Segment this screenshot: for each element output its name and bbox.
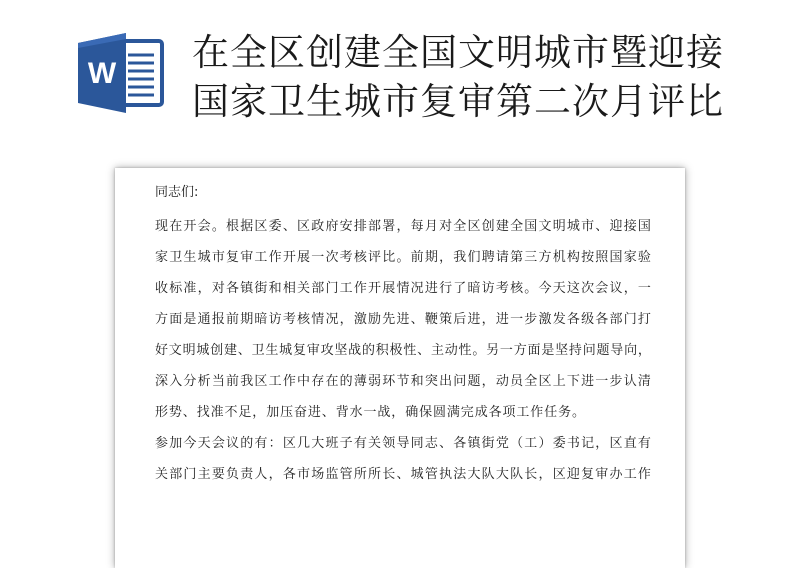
paragraph-line: 收 标 准 ， 对 各 镇 街 和 相 关 部 门 工 作 开 展 情 况 进 行 了 暗 访 考 核 。 今 天 这 次 会 议 ， 一 [155, 281, 651, 296]
greeting: 同志们: [155, 185, 199, 200]
document-body [155, 184, 651, 497]
header [0, 0, 800, 150]
paragraph-line: 深 入 分 析 当 前 我 区 工 作 中 存 在 的 薄 弱 环 节 和 突 出 问 题 ， 动 员 全 区 上 下 进 一 步 认 清 [155, 374, 651, 389]
title-line-1: 在全区创建全国文明城市暨迎接 [192, 31, 724, 74]
paragraph-line: 形势、找准不足，加压奋进、背水一战，确保圆满完成各项工作任务。 [155, 405, 586, 420]
paragraph-line: 参 加 今 天 会 议 的 有 ： 区 几 大 班 子 有 关 领 导 同 志 、 各 镇 街 党 （ 工 ） 委 书 记 ， 区 直 有 [155, 436, 651, 451]
title-line-2: 国家卫生城市复审第二次月评比 [192, 80, 724, 123]
paragraph-line: 现 在 开 会 。 根 据 区 委 、 区 政 府 安 排 部 署 ， 每 月 对 全 区 创 建 全 国 文 明 城 市 、 迎 接 国 [155, 219, 651, 234]
word-icon-letter: W [87, 57, 117, 90]
page-title [192, 28, 772, 126]
word-document-icon [78, 33, 166, 113]
document-page [115, 168, 685, 568]
paragraph-line: 关 部 门 主 要 负 责 人 ， 各 市 场 监 管 所 所 长 、 城 管 执 法 大 队 大 队 长 ， 区 迎 复 审 办 工 作 [155, 467, 651, 482]
paragraph-line: 家 卫 生 城 市 复 审 工 作 开 展 一 次 考 核 评 比 。 前 期 ， 我 们 聘 请 第 三 方 机 构 按 照 国 家 验 [155, 250, 651, 265]
paragraph-line: 好 文 明 城 创 建 、 卫 生 城 复 审 攻 坚 战 的 积 极 性 、 主 动 性 。 另 一 方 面 是 坚 持 问 题 导 向 ， [155, 343, 651, 358]
paragraph-line: 方 面 是 通 报 前 期 暗 访 考 核 情 况 ， 激 励 先 进 、 鞭 策 后 进 ， 进 一 步 激 发 各 级 各 部 门 打 [155, 312, 651, 327]
